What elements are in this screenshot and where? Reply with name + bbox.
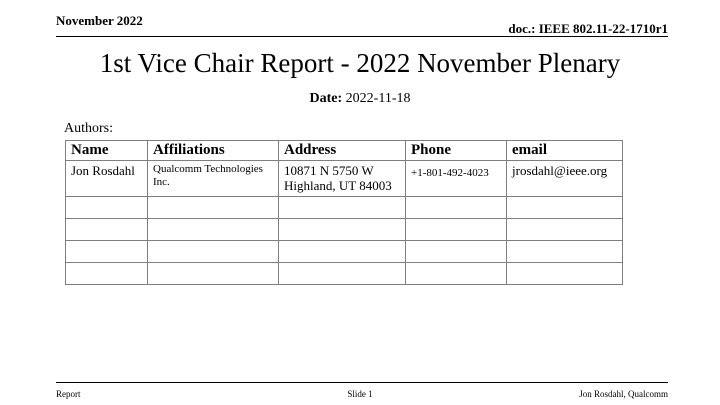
footer-left-text: Report: [56, 389, 81, 399]
authors-label: Authors:: [64, 121, 113, 136]
slide-title: 1st Vice Chair Report - 2022 November Plenary: [99, 48, 621, 78]
column-header-affiliations: Affiliations: [148, 141, 279, 161]
cell-email: [507, 241, 623, 263]
cell-phone: [406, 263, 507, 285]
column-header-address: Address: [279, 141, 406, 161]
cell-name: Jon Rosdahl: [66, 161, 148, 197]
authors-table: [65, 140, 623, 285]
footer-author: Jon Rosdahl, Qualcomm: [579, 389, 668, 399]
table-row: [66, 219, 623, 241]
cell-address: 10871 N 5750 W Highland, UT 84003: [279, 161, 406, 197]
table-header-row: [66, 141, 623, 161]
table-row: [66, 241, 623, 263]
cell-address: [279, 219, 406, 241]
slide-number: Slide 1: [347, 389, 373, 399]
column-header-email: email: [507, 141, 623, 161]
cell-name: [66, 219, 148, 241]
cell-affiliation: [148, 219, 279, 241]
cell-phone: [406, 219, 507, 241]
cell-phone: +1-801-492-4023: [406, 161, 507, 197]
column-header-phone: Phone: [406, 141, 507, 161]
cell-email: [507, 197, 623, 219]
date-line: [0, 91, 720, 107]
cell-affiliation: [148, 241, 279, 263]
cell-affiliation: Qualcomm Technologies Inc.: [148, 161, 279, 197]
cell-name: [66, 241, 148, 263]
cell-name: [66, 263, 148, 285]
cell-name: [66, 197, 148, 219]
date-label: Date:: [309, 91, 343, 106]
cell-email: jrosdahl@ieee.org: [507, 161, 623, 197]
header-date: November 2022: [56, 13, 143, 28]
date-value: 2022-11-18: [345, 91, 411, 106]
column-header-name: Name: [66, 141, 148, 161]
cell-address: [279, 241, 406, 263]
cell-phone: [406, 197, 507, 219]
table-row: [66, 197, 623, 219]
cell-address: [279, 197, 406, 219]
header-doc-id: doc.: IEEE 802.11-22-1710r1: [508, 21, 668, 36]
header-divider: [56, 36, 668, 37]
table-row: [66, 161, 623, 197]
table-row: [66, 263, 623, 285]
cell-affiliation: [148, 263, 279, 285]
cell-email: [507, 263, 623, 285]
footer-divider: [56, 382, 668, 383]
cell-address: [279, 263, 406, 285]
cell-phone: [406, 241, 507, 263]
cell-affiliation: [148, 197, 279, 219]
cell-email: [507, 219, 623, 241]
